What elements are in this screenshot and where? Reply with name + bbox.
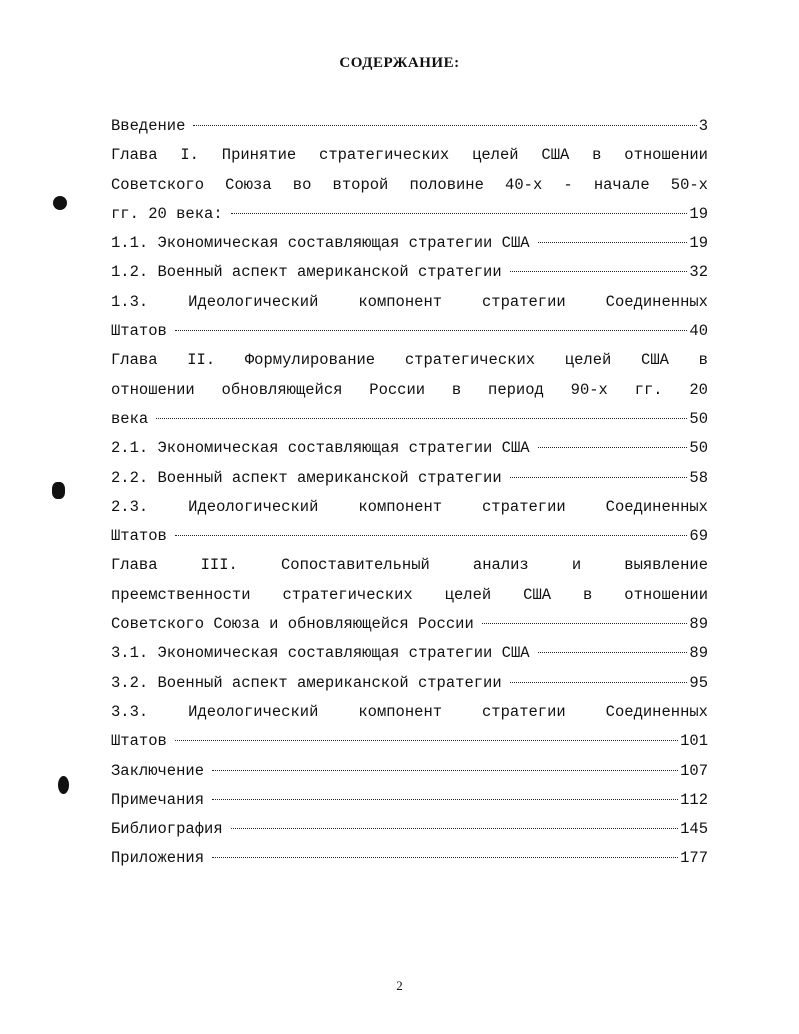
toc-page-number: 89 bbox=[689, 644, 708, 663]
dot-leader bbox=[156, 418, 687, 419]
toc-entry-text: 2.2. Военный аспект американской стратегии bbox=[111, 468, 502, 487]
toc-entry-text: преемственности стратегических целей США в отношении bbox=[111, 585, 708, 604]
page-number: 2 bbox=[396, 978, 403, 993]
toc-entry bbox=[111, 639, 708, 668]
toc-entry bbox=[111, 405, 708, 434]
dot-leader bbox=[193, 125, 696, 126]
toc-entry bbox=[111, 786, 708, 815]
toc-entry-line bbox=[111, 551, 708, 580]
toc-entry-text: Штатов bbox=[111, 527, 167, 546]
toc-entry-line bbox=[111, 493, 708, 522]
toc-page-number: 50 bbox=[689, 439, 708, 458]
toc-entry-text: 3.2. Военный аспект американской стратегии bbox=[111, 673, 502, 692]
toc-page-number: 69 bbox=[689, 527, 708, 546]
toc-entry bbox=[111, 815, 708, 844]
dot-leader bbox=[510, 271, 688, 272]
dot-leader bbox=[212, 799, 678, 800]
toc-entry-text: 3.1. Экономическая составляющая стратегии США bbox=[111, 644, 530, 663]
scan-blot-2 bbox=[52, 482, 65, 499]
toc-entry bbox=[111, 757, 708, 786]
scan-blot-3 bbox=[58, 776, 69, 794]
dot-leader bbox=[538, 652, 688, 653]
table-of-contents bbox=[111, 112, 708, 874]
toc-page-number: 95 bbox=[689, 673, 708, 692]
toc-entry-text: Примечания bbox=[111, 790, 205, 809]
toc-entry-line bbox=[111, 581, 708, 610]
toc-entry-text: 3.3. Идеологический компонент стратегии Соединенных bbox=[111, 702, 708, 721]
toc-entry-line bbox=[111, 288, 708, 317]
toc-page-number: 19 bbox=[689, 234, 708, 253]
toc-entry-text: Глава I. Принятие стратегических целей США в отношении bbox=[111, 146, 708, 165]
toc-entry-text: Штатов bbox=[111, 732, 167, 751]
toc-entry-text: Штатов bbox=[111, 322, 167, 341]
toc-entry-line bbox=[111, 171, 708, 200]
toc-entry bbox=[111, 229, 708, 258]
dot-leader bbox=[175, 535, 688, 536]
toc-page-number: 177 bbox=[680, 849, 708, 868]
toc-page-number: 107 bbox=[680, 761, 708, 780]
toc-entry-text: Глава III. Сопоставительный анализ и выявление bbox=[111, 556, 708, 575]
toc-entry-text: гг. 20 века: bbox=[111, 204, 223, 223]
toc-page-number: 89 bbox=[689, 615, 708, 634]
toc-page-number: 40 bbox=[689, 322, 708, 341]
toc-entry-text: Советского Союза и обновляющейся России bbox=[111, 615, 474, 634]
toc-entry-text: Библиография bbox=[111, 820, 223, 839]
toc-entry bbox=[111, 258, 708, 287]
toc-entry-text: Советского Союза во второй половине 40-х - начале 50-х bbox=[111, 175, 708, 194]
toc-entry bbox=[111, 200, 708, 229]
toc-entry-text: Заключение bbox=[111, 761, 205, 780]
dot-leader bbox=[538, 447, 688, 448]
dot-leader bbox=[538, 242, 688, 243]
dot-leader bbox=[510, 682, 688, 683]
toc-entry-text: Глава II. Формулирование стратегических целей США в bbox=[111, 351, 708, 370]
toc-page-number: 32 bbox=[689, 263, 708, 282]
toc-page-number: 112 bbox=[680, 790, 708, 809]
toc-entry-line bbox=[111, 346, 708, 375]
toc-entry-text: века bbox=[111, 409, 149, 428]
page-title: СОДЕРЖАНИЕ: bbox=[339, 55, 460, 71]
dot-leader bbox=[231, 828, 678, 829]
toc-entry-text: 2.1. Экономическая составляющая стратегии США bbox=[111, 439, 530, 458]
toc-page-number: 50 bbox=[689, 409, 708, 428]
toc-entry-line bbox=[111, 698, 708, 727]
toc-entry-text: 1.2. Военный аспект американской стратегии bbox=[111, 263, 502, 282]
toc-page-number: 3 bbox=[698, 117, 708, 135]
dot-leader bbox=[482, 623, 688, 624]
toc-entry-text: 1.1. Экономическая составляющая стратегии США bbox=[111, 234, 530, 253]
dot-leader bbox=[510, 477, 688, 478]
toc-entry-line bbox=[111, 141, 708, 170]
toc-entry bbox=[111, 610, 708, 639]
dot-leader bbox=[175, 740, 678, 741]
toc-entry-text: Введение bbox=[111, 117, 186, 135]
toc-entry-text: отношении обновляющейся России в период 90-х гг. 20 bbox=[111, 380, 708, 399]
toc-entry bbox=[111, 112, 708, 141]
scan-blot-1 bbox=[53, 196, 67, 210]
toc-entry-text: 1.3. Идеологический компонент стратегии Соединенных bbox=[111, 292, 708, 311]
dot-leader bbox=[231, 213, 688, 214]
toc-entry-text: 2.3. Идеологический компонент стратегии Соединенных bbox=[111, 497, 708, 516]
toc-entry bbox=[111, 669, 708, 698]
toc-entry bbox=[111, 522, 708, 551]
dot-leader bbox=[212, 770, 678, 771]
toc-entry bbox=[111, 464, 708, 493]
toc-entry bbox=[111, 727, 708, 756]
dot-leader bbox=[212, 857, 678, 858]
toc-page-number: 58 bbox=[689, 468, 708, 487]
toc-entry bbox=[111, 317, 708, 346]
toc-entry-line bbox=[111, 376, 708, 405]
toc-entry bbox=[111, 434, 708, 463]
toc-page-number: 101 bbox=[680, 732, 708, 751]
toc-entry-text: Приложения bbox=[111, 849, 205, 868]
toc-entry bbox=[111, 844, 708, 873]
dot-leader bbox=[175, 330, 688, 331]
toc-page-number: 19 bbox=[689, 204, 708, 223]
toc-page-number: 145 bbox=[680, 820, 708, 839]
